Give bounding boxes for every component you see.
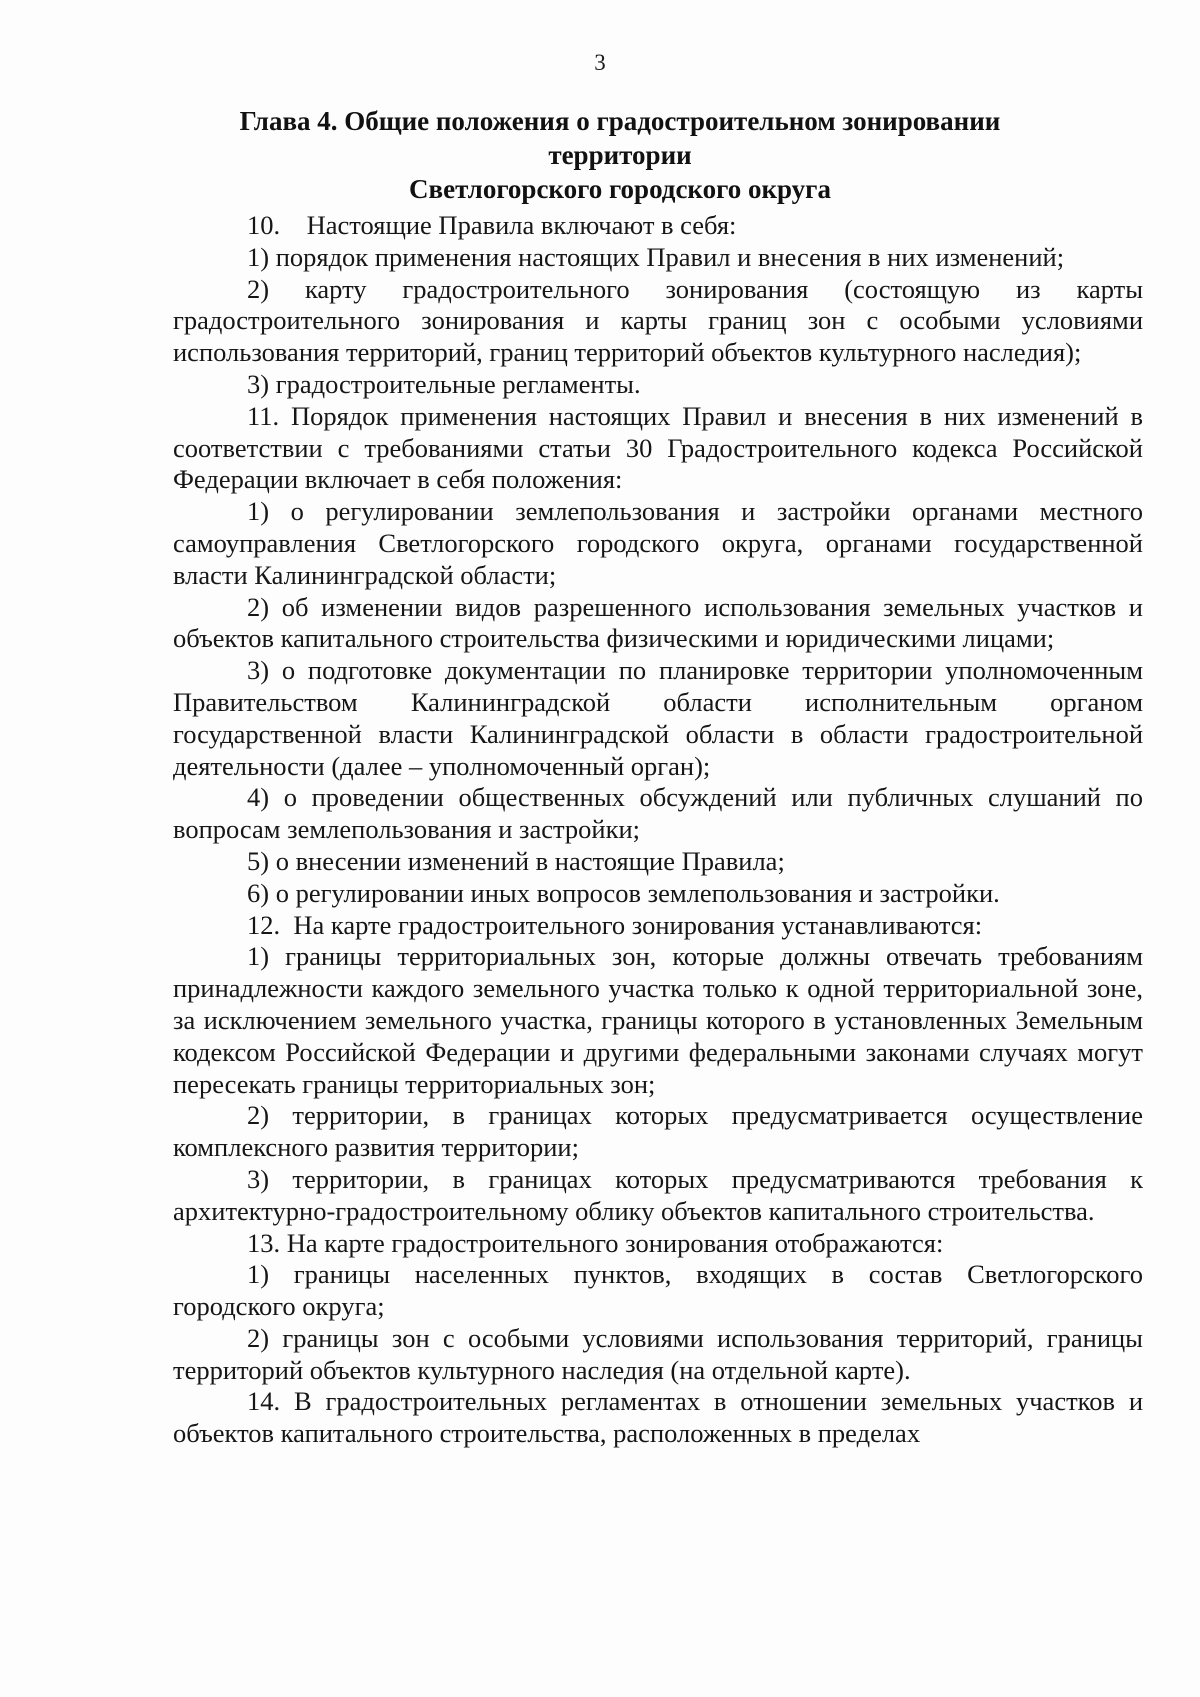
paragraph-12-item-3: 3) территории, в границах которых предусматриваются требования к архитектурно-градостроительному облику объектов капитального строительства. bbox=[173, 1163, 1143, 1226]
document-body bbox=[173, 210, 1143, 1450]
paragraph-11-item-4: 4) о проведении общественных обсуждений или публичных слушаний по вопросам землепользования и застройки; bbox=[173, 782, 1143, 845]
paragraph-11-item-3: 3) о подготовке документации по планировке территории уполномоченным Правительством Калининградской области исполнительным органом государственной власти Калининградской области в области градостроительной деятельности (далее – уполномоченный орган); bbox=[173, 655, 1143, 781]
paragraph-12-heading: 12. На карте градостроительного зонирования устанавливаются: bbox=[247, 909, 983, 940]
paragraph-12-item-1: 1) границы территориальных зон, которые должны отвечать требованиям принадлежности каждого земельного участка только к одной территориальной зоне, за исключением земельного участка, границы которого в установленных Земельным кодексом Российской Федерации и другими федеральными законами случаях могут пересекать границы территориальных зон; bbox=[173, 941, 1143, 1099]
paragraph-10-heading: 10. Настоящие Правила включают в себя: bbox=[247, 210, 737, 240]
paragraph-13-item-2: 2) границы зон с особыми условиями использования территорий, границы территорий объектов культурного наследия (на отдельной карте). bbox=[173, 1322, 1143, 1385]
chapter-title-line-1: Глава 4. Общие положения о градостроительном зонировании территории bbox=[239, 106, 1001, 170]
paragraph-14-heading: 14. В градостроительных регламентах в отношении земельных участков и объектов капитального строительства, расположенных в пределах bbox=[173, 1386, 1143, 1449]
paragraph-10-item-2: 2) карту градостроительного зонирования (состоящую из карты градостроительного зонирования и карты границ зон с особыми условиями использования территорий, границ территорий объектов культурного наследия); bbox=[173, 273, 1143, 368]
page-number: 3 bbox=[594, 50, 606, 75]
chapter-title bbox=[170, 104, 1070, 206]
paragraph-10-item-3: 3) градостроительные регламенты. bbox=[247, 368, 641, 399]
paragraph-10-item-1: 1) порядок применения настоящих Правил и внесения в них изменений; bbox=[247, 241, 1065, 272]
paragraph-11-item-5: 5) о внесении изменений в настоящие Правила; bbox=[247, 845, 785, 876]
paragraph-11-item-6: 6) о регулировании иных вопросов землепользования и застройки. bbox=[247, 877, 1000, 908]
chapter-title-line-2: Светлогорского городского округа bbox=[409, 174, 831, 204]
paragraph-13-item-1: 1) границы населенных пунктов, входящих в состав Светлогорского городского округа; bbox=[173, 1259, 1143, 1322]
paragraph-13-heading: 13. На карте градостроительного зонирования отображаются: bbox=[247, 1227, 944, 1258]
paragraph-12-item-2: 2) территории, в границах которых предусматривается осуществление комплексного развития территории; bbox=[173, 1100, 1143, 1163]
paragraph-11-item-1: 1) о регулировании землепользования и застройки органами местного самоуправления Светлогорского городского округа, органами государственной власти Калининградской области; bbox=[173, 496, 1143, 590]
paragraph-11-item-2: 2) об изменении видов разрешенного использования земельных участков и объектов капитального строительства физическими и юридическими лицами; bbox=[173, 591, 1143, 654]
paragraph-11-heading: 11. Порядок применения настоящих Правил и внесения в них изменений в соответствии с требованиями статьи 30 Градостроительного кодекса Российской Федерации включает в себя положения: bbox=[173, 400, 1143, 495]
